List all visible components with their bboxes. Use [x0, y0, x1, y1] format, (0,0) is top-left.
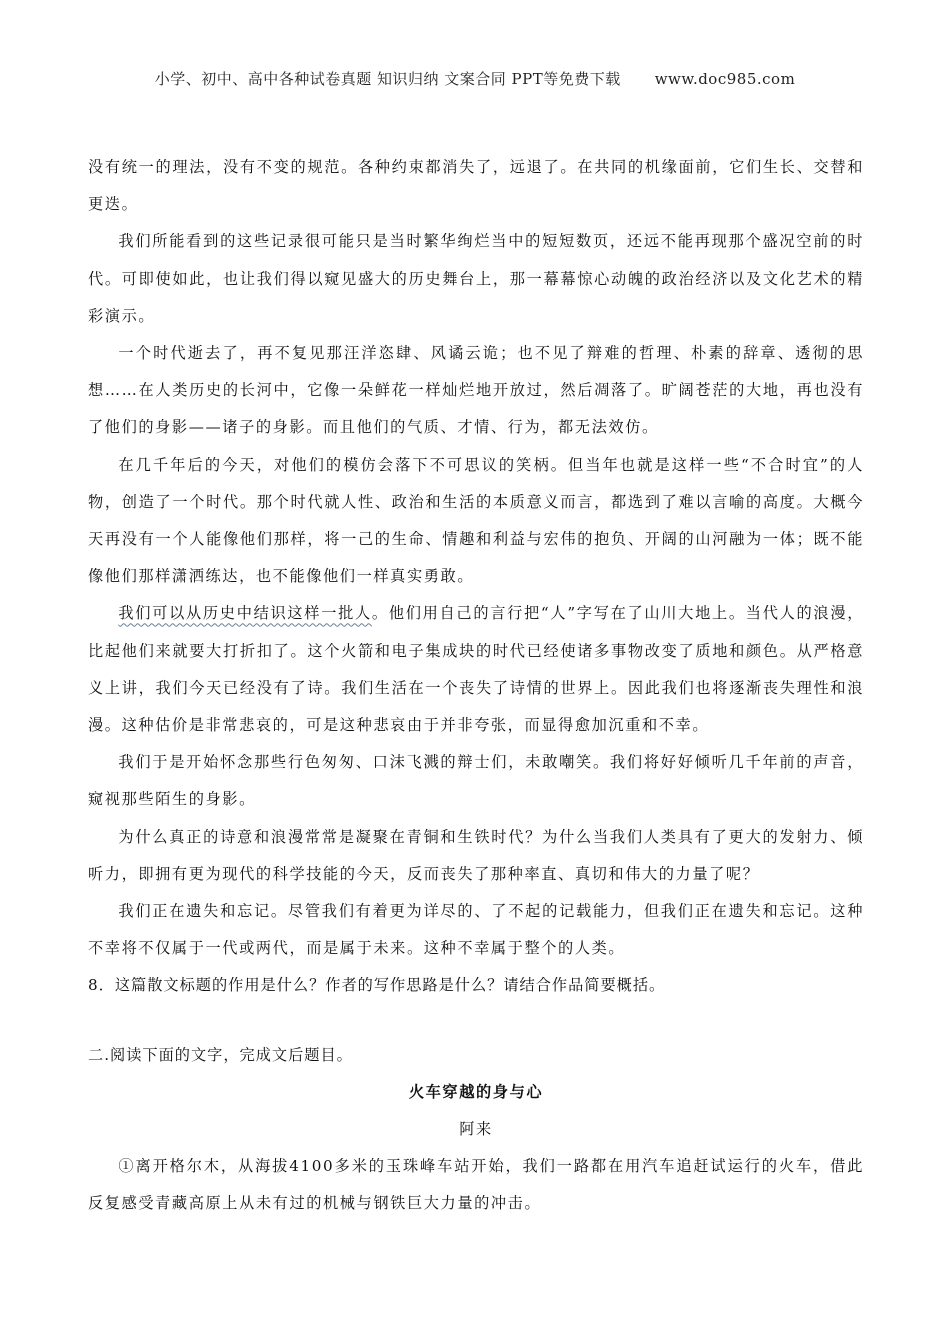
passage-paragraph-5 [88, 595, 864, 744]
header-site-link[interactable]: www.doc985.com [654, 70, 796, 88]
page-header [0, 68, 950, 89]
article-paragraph-1: ①离开格尔木，从海拔4100多米的玉珠峰车站开始，我们一路都在用汽车追赶试运行的火车，借此反复感受青藏高原上从未有过的机械与钢铁巨大力量的冲击。 [88, 1157, 864, 1213]
header-tagline: 小学、初中、高中各种试卷真题 知识归纳 文案合同 PPT等免费下载 [154, 70, 621, 88]
passage-paragraph-7: 为什么真正的诗意和浪漫常常是凝聚在青铜和生铁时代？为什么当我们人类具有了更大的发射力、倾听力，即拥有更为现代的科学技能的今天，反而丧失了那种率直、真切和伟大的力量了呢？ [88, 827, 864, 883]
section-two-heading: 二.阅读下面的文字，完成文后题目。 [88, 1045, 353, 1064]
passage-paragraph-8: 我们正在遗失和忘记。尽管我们有着更为详尽的、了不起的记载能力，但我们正在遗失和忘记。这种不幸将不仅属于一代或两代，而是属于未来。这种不幸属于整个的人类。 [88, 902, 864, 958]
passage-paragraph-1: 没有统一的理法，没有不变的规范。各种约束都消失了，远退了。在共同的机缘面前，它们生长、交替和更迭。 [88, 158, 864, 214]
article-title: 火车穿越的身与心 [408, 1082, 544, 1101]
passage-paragraph-4: 在几千年后的今天，对他们的模仿会落下不可思议的笑柄。但当年也就是这样一些“不合时宜”的人物，创造了一个时代。那个时代就人性、政治和生活的本质意义而言，都选到了难以言喻的高度。大概今天再没有一个人能像他们那样，将一己的生命、情趣和利益与宏伟的抱负、开阔的山河融为一体；既不能像他们那样潇洒练达，也不能像他们一样真实勇敢。 [88, 455, 864, 586]
document-body [88, 149, 864, 1223]
underlined-sentence: 我们可以从历史中结识这样一批人 [118, 604, 372, 623]
question-8: 8．这篇散文标题的作用是什么？作者的写作思路是什么？请结合作品简要概括。 [88, 976, 666, 995]
passage-paragraph-6: 我们于是开始怀念那些行色匆匆、口沫飞溅的辩士们，未敢嘲笑。我们将好好倾听几千年前的声音，窥视那些陌生的身影。 [88, 753, 864, 809]
article-author: 阿来 [459, 1120, 493, 1139]
passage-paragraph-5-rest: 。他们用自己的言行把“人”字写在了山川大地上。当代人的浪漫，比起他们来就要大打折扣了。这个火箭和电子集成块的时代已经使诸多事物改变了质地和颜色。从严格意义上讲，我们今天已经没有了诗。我们生活在一个丧失了诗情的世界上。因此我们也将逐渐丧失理性和浪漫。这种估价是非常悲哀的，可是这种悲哀由于并非夸张，而显得愈加沉重和不幸。 [88, 604, 865, 735]
passage-paragraph-3: 一个时代逝去了，再不复见那汪洋恣肆、风谲云诡；也不见了辩难的哲理、朴素的辞章、透彻的思想……在人类历史的长河中，它像一朵鲜花一样灿烂地开放过，然后凋落了。旷阔苍茫的大地，再也没有了他们的身影——诸子的身影。而且他们的气质、才情、行为，都无法效仿。 [88, 344, 864, 437]
passage-paragraph-2: 我们所能看到的这些记录很可能只是当时繁华绚烂当中的短短数页，还远不能再现那个盛况空前的时代。可即使如此，也让我们得以窥见盛大的历史舞台上，那一幕幕惊心动魄的政治经济以及文化艺术的精彩演示。 [88, 232, 864, 325]
